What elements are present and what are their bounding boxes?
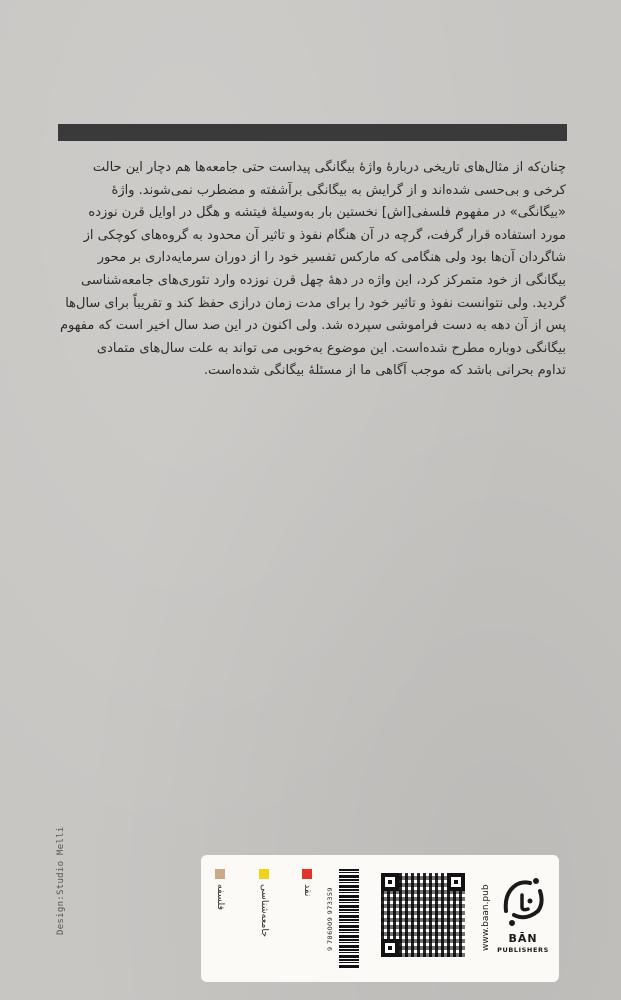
blurb-line: تداوم بحرانی باشد که موجب آگاهی ما از مسئلهٔ بیگانگی شده‌است.	[203, 363, 566, 379]
category-color-swatch	[259, 869, 269, 879]
category-criticism	[300, 869, 314, 896]
category-color-swatch	[215, 869, 225, 879]
category-color-swatch	[302, 869, 312, 879]
blurb-line: پس از آن دهه به دست فراموشی سپرده شد. ولی اکنون در این صد سال اخیر است که مفهوم	[60, 318, 566, 334]
category-label: جامعه‌شناسی	[259, 884, 270, 938]
category-sociology	[257, 869, 271, 937]
category-label: فلسفه	[215, 884, 226, 911]
blurb-line: چنان‌که از مثال‌های تاریخی دربارهٔ واژهٔ بیگانگی پیداست حتی جامعه‌ها هم دچار این حالت	[92, 160, 566, 175]
qr-finder	[447, 873, 465, 891]
category-philosophy	[213, 869, 227, 910]
qr-code[interactable]	[381, 873, 465, 957]
decorative-bar	[58, 124, 567, 141]
blurb-line: بیگانگی دوباره مطرح شده‌است. این موضوع به‌خوبی می‌ تواند به علت سال‌های متمادی	[96, 340, 566, 356]
isbn-number: 9 786009 973359	[326, 887, 334, 951]
qr-finder	[381, 873, 399, 891]
blurb-text	[52, 157, 566, 383]
blurb-line: مورد استفاده قرار گرفت، گرچه در آن هنگام نفوذ و تاثیر آن محدود به گروه‌های کوچکی از	[83, 227, 566, 243]
design-credit: Design:Studio Melli	[56, 826, 66, 935]
blurb-line: گردید. ولی نتوانست نفوذ و تاثیر خود را برای مدت زمان درازی حفظ کند و تقریباً برای سال‌ها	[65, 295, 566, 311]
qr-finder	[381, 939, 399, 957]
publisher-subtitle: PUBLISHERS	[497, 946, 549, 954]
blurb-line: «بیگانگی» در مفهوم فلسفی[اش] نخستین بار به‌وسیلهٔ فیتشه و هگل در اوایل قرن نوزده	[88, 205, 566, 221]
info-panel	[201, 855, 559, 982]
blurb-line: شاگردان آن‌ها بود ولی هنگامی که مارکس تفسیر خود را از دوران سرمایه‌داری بر محور	[97, 250, 566, 266]
publisher-logo-icon	[496, 871, 550, 929]
website-url[interactable]: www.baan.pub	[481, 884, 491, 952]
blurb-line: کرخی و بی‌حسی شده‌اند و از گرایش به بیگانگی برآشفته و مضطرب نمی‌شوند. واژهٔ	[111, 182, 566, 198]
publisher-name: BĀN	[508, 932, 538, 945]
blurb-line: بیگانگی از خود متمرکز کرد، این واژه در دههٔ چهل قرن نوزده وارد تئوری‌های جامعه‌شناسی	[80, 272, 566, 288]
category-label: نقد	[302, 884, 313, 897]
barcode	[339, 869, 359, 969]
